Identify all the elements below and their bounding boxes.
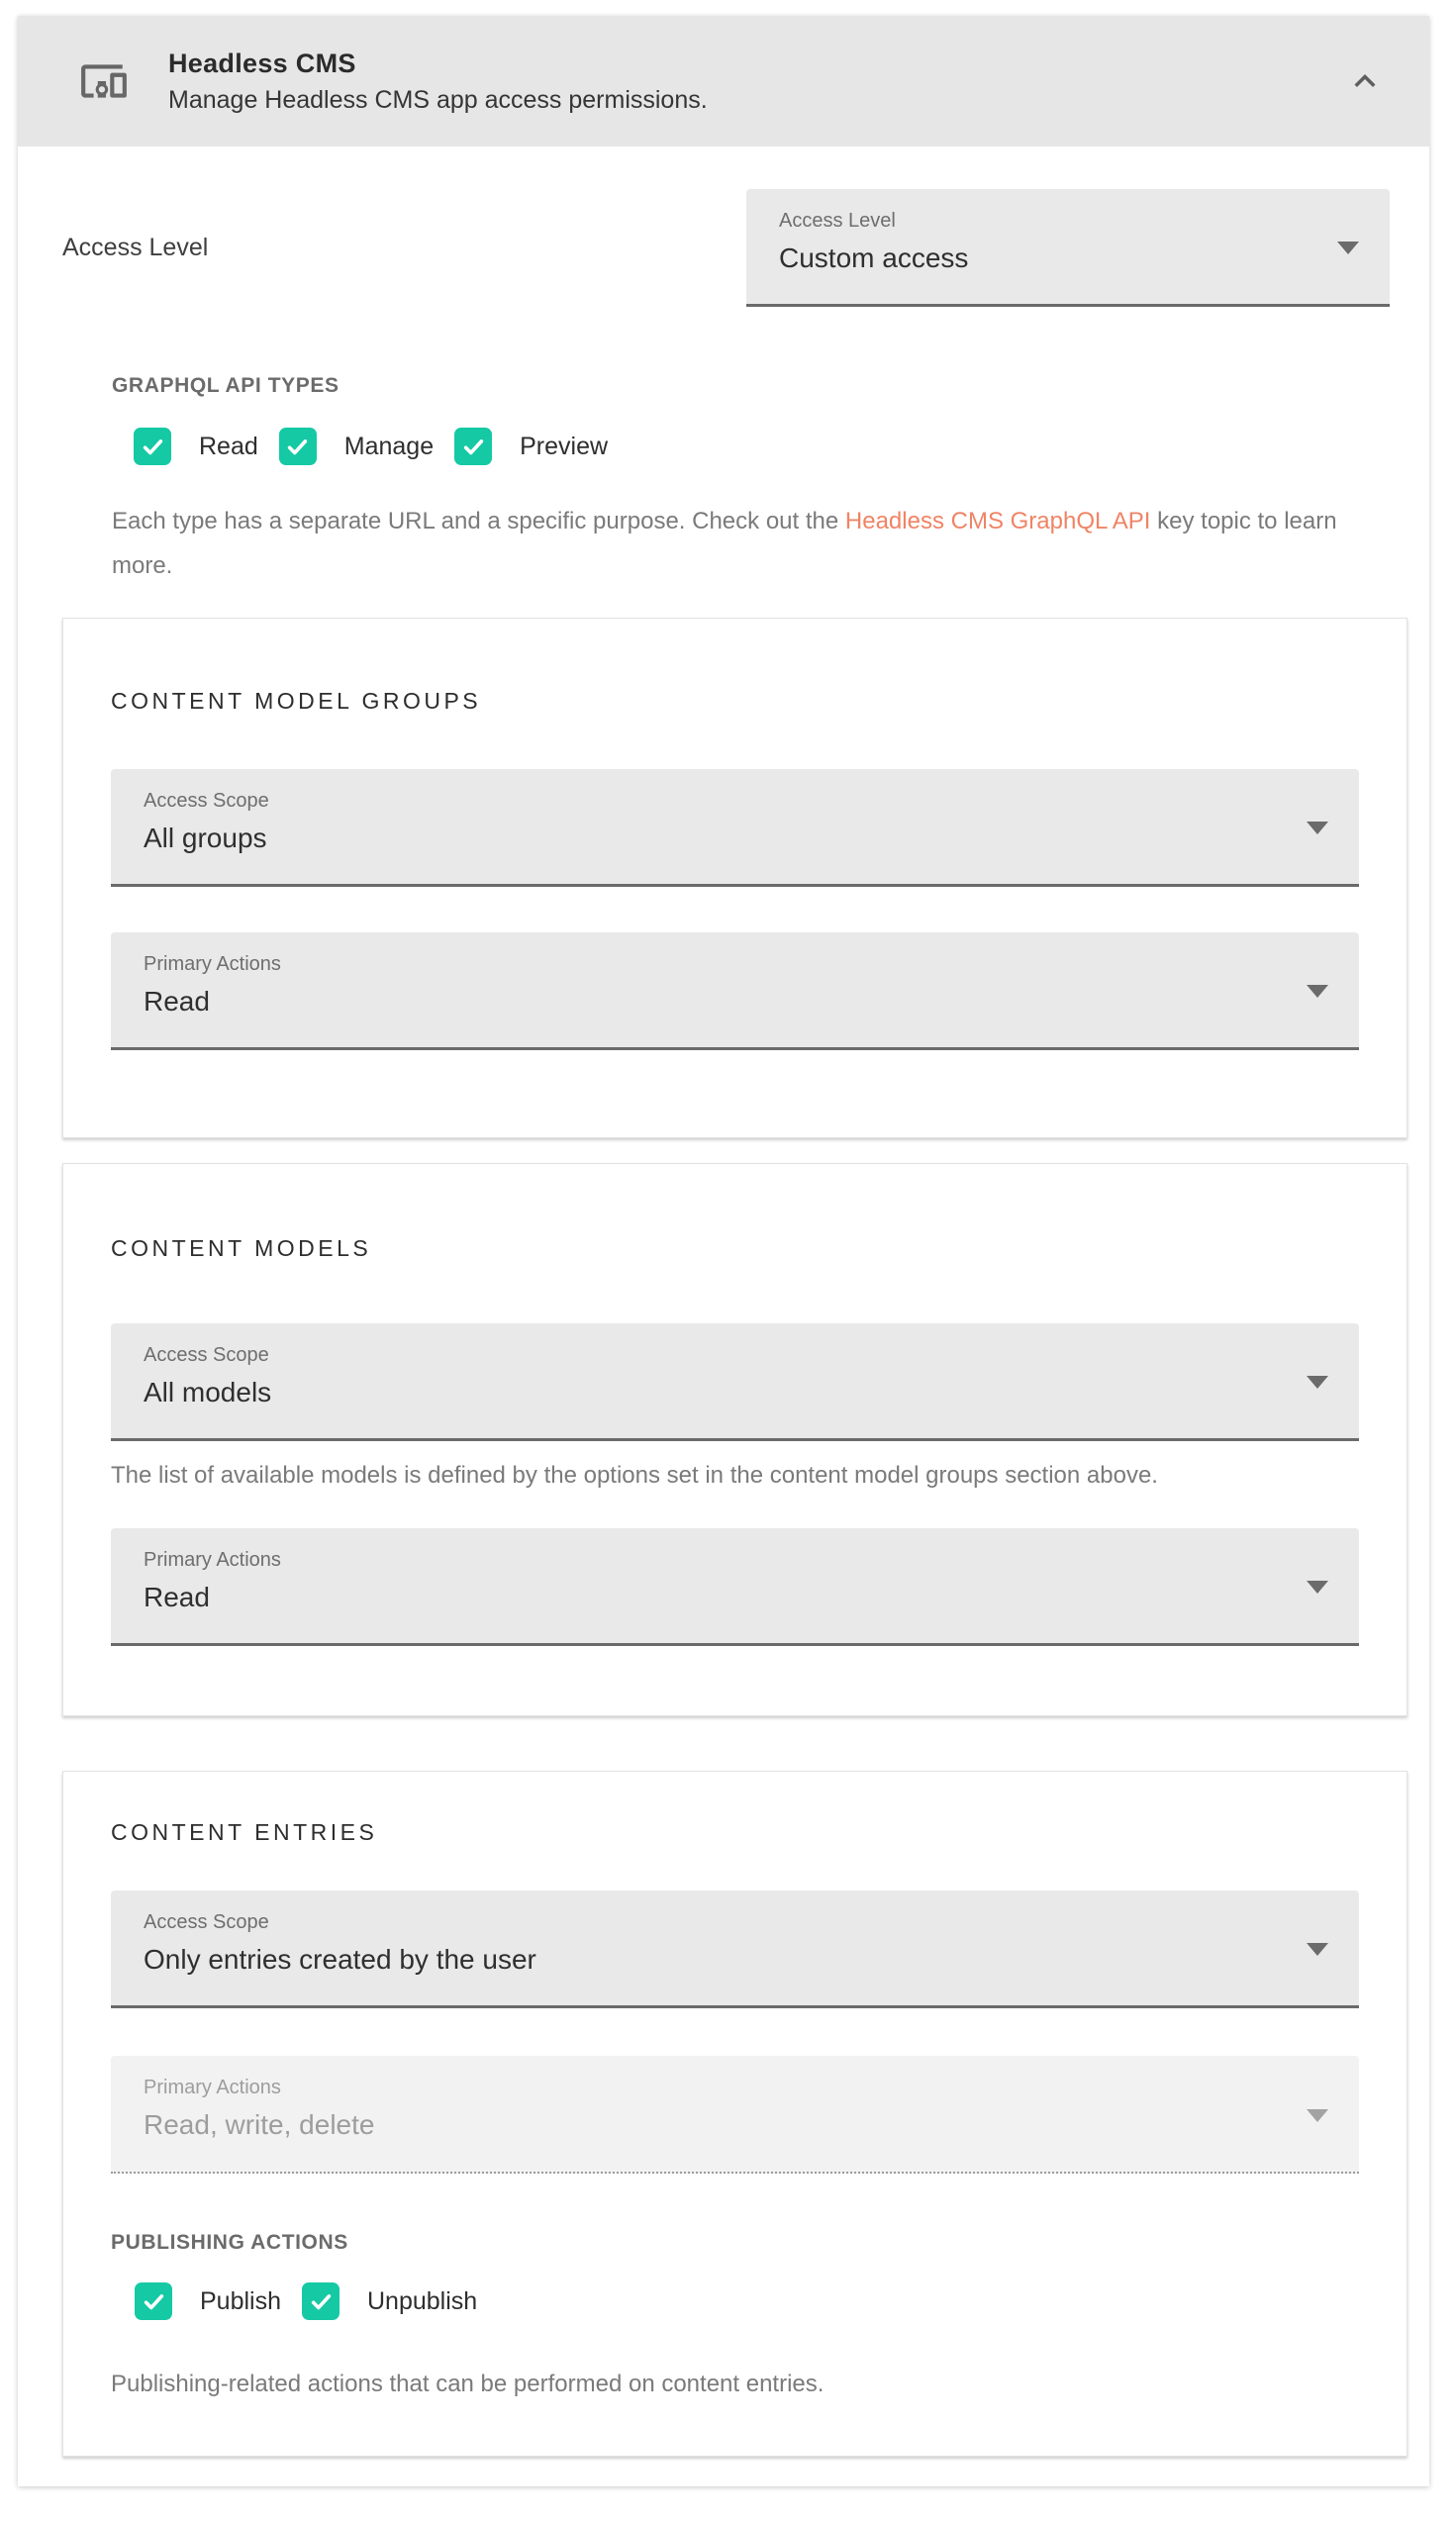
- headless-cms-permission-panel: [18, 16, 1429, 2486]
- checkbox-label[interactable]: Read: [199, 432, 258, 460]
- select-label: Access Scope: [144, 790, 269, 812]
- content-models-primary-actions-select[interactable]: [111, 1528, 1359, 1646]
- content-entries-access-scope-select[interactable]: [111, 1891, 1359, 2008]
- collapse-button[interactable]: [1340, 56, 1390, 106]
- help-text: key topic to learn more.: [112, 508, 1337, 579]
- content-models-help-text: The list of available models is defined by the options set in the content model groups section above.: [111, 1462, 1158, 1489]
- select-value: Custom access: [779, 242, 969, 273]
- access-level-row-label: Access Level: [62, 234, 209, 261]
- dropdown-caret-icon: [1307, 1581, 1328, 1594]
- select-value: Read: [144, 986, 210, 1017]
- publishing-actions-heading: PUBLISHING ACTIONS: [111, 2231, 348, 2254]
- select-value: Only entries created by the user: [144, 1944, 536, 1975]
- checkbox-label[interactable]: Preview: [520, 432, 609, 460]
- content-model-groups-card: [62, 618, 1407, 1138]
- access-level-select[interactable]: [746, 189, 1390, 307]
- checkbox-box[interactable]: [302, 2282, 340, 2320]
- graphql-api-types-help: [112, 499, 1344, 588]
- graphql-api-types-heading: GRAPHQL API TYPES: [112, 374, 340, 397]
- checkbox-box[interactable]: [135, 2282, 172, 2320]
- checkbox-preview[interactable]: [454, 428, 608, 465]
- card-title: CONTENT MODEL GROUPS: [111, 688, 482, 714]
- content-models-access-scope-select[interactable]: [111, 1323, 1359, 1441]
- headless-cms-graphql-api-link[interactable]: Headless CMS GraphQL API: [844, 508, 1151, 534]
- checkbox-unpublish[interactable]: [302, 2282, 477, 2320]
- checkbox-label[interactable]: Manage: [343, 432, 435, 460]
- dropdown-caret-icon: [1307, 1943, 1328, 1956]
- help-text: Each type has a separate URL and a specific purpose. Check out the: [112, 508, 845, 534]
- content-entries-card: [62, 1771, 1407, 2457]
- dropdown-caret-icon: [1307, 822, 1328, 834]
- select-label: Access Scope: [144, 1911, 269, 1933]
- select-label: Primary Actions: [144, 2077, 281, 2098]
- access-level-row: [62, 189, 1407, 307]
- select-value: Read, write, delete: [144, 2109, 375, 2140]
- checkbox-box[interactable]: [454, 428, 492, 465]
- checkbox-box[interactable]: [134, 428, 171, 465]
- select-label: Access Level: [779, 210, 896, 232]
- checkbox-label[interactable]: Publish: [200, 2286, 281, 2315]
- content-entries-primary-actions-select: [111, 2056, 1359, 2174]
- content-model-groups-access-scope-select[interactable]: [111, 769, 1359, 887]
- graphql-api-types-checkboxes: [134, 428, 1344, 465]
- panel-header[interactable]: [18, 16, 1429, 146]
- card-title: CONTENT ENTRIES: [111, 1819, 378, 1845]
- dropdown-caret-icon: [1337, 242, 1359, 254]
- checkbox-box[interactable]: [279, 428, 317, 465]
- select-value: All models: [144, 1377, 272, 1407]
- publishing-actions-help-text: Publishing-related actions that can be performed on content entries.: [111, 2371, 825, 2397]
- dropdown-caret-icon: [1307, 1376, 1328, 1389]
- panel-subtitle: Manage Headless CMS app access permissions.: [168, 85, 708, 114]
- select-value: All groups: [144, 823, 267, 853]
- dropdown-caret-icon: [1307, 2109, 1328, 2122]
- dropdown-caret-icon: [1307, 985, 1328, 998]
- checkbox-read[interactable]: [134, 428, 258, 465]
- content-model-groups-primary-actions-select[interactable]: [111, 932, 1359, 1050]
- select-label: Primary Actions: [144, 953, 281, 975]
- select-label: Access Scope: [144, 1344, 269, 1366]
- checkbox-label[interactable]: Unpublish: [367, 2286, 478, 2315]
- checkbox-publish[interactable]: [135, 2282, 281, 2320]
- chevron-up-icon: [1344, 60, 1386, 102]
- select-label: Primary Actions: [144, 1549, 281, 1571]
- content-models-card: [62, 1163, 1407, 1716]
- card-title: CONTENT MODELS: [111, 1235, 372, 1261]
- publishing-actions-checkboxes: [135, 2282, 1359, 2320]
- panel-title: Headless CMS: [168, 48, 356, 78]
- checkbox-manage[interactable]: [279, 428, 434, 465]
- devices-icon: [79, 56, 129, 106]
- graphql-api-types-section: [112, 374, 1344, 588]
- select-value: Read: [144, 1582, 210, 1612]
